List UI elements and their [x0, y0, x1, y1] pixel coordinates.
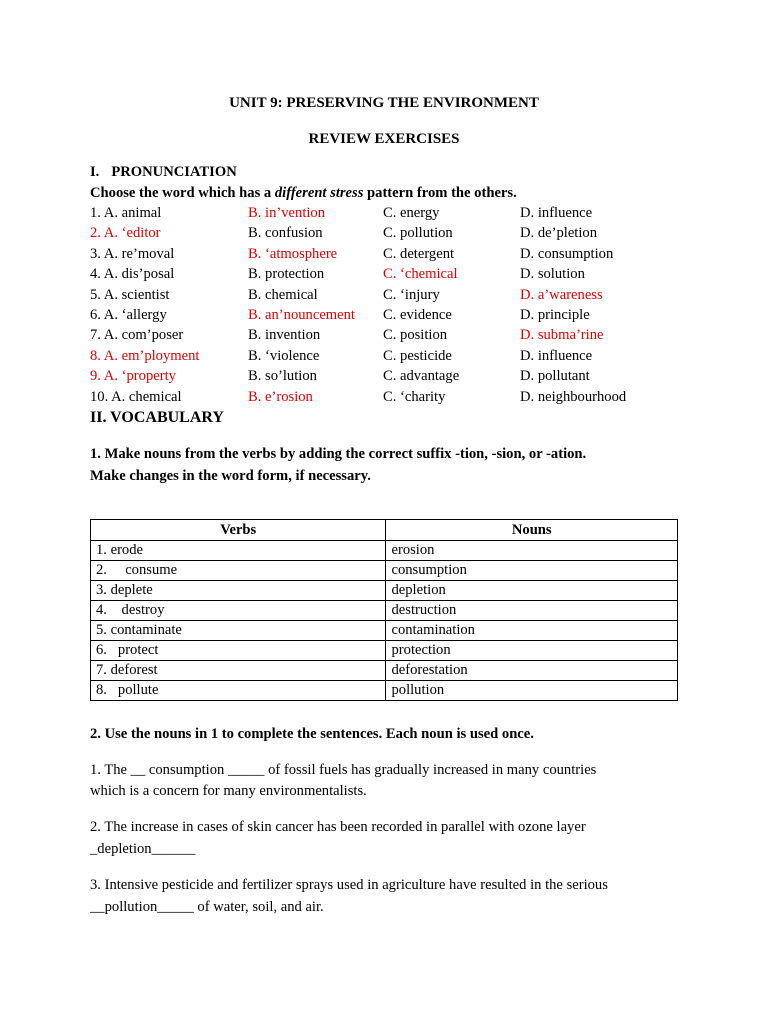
noun-cell: consumption	[386, 561, 678, 581]
table-row	[91, 621, 678, 641]
option: 6. A. ‘allergy	[90, 307, 167, 323]
nouns-header: Nouns	[386, 520, 678, 541]
option: 4. A. dis’posal	[90, 266, 175, 283]
sentence-3-line1: 3. Intensive pesticide and fertilizer sprays used in agriculture have resulted in the serious	[90, 877, 608, 893]
sentence-1	[90, 760, 680, 802]
option: 1. A. animal	[90, 205, 162, 221]
option: 10. A. chemical	[90, 388, 182, 405]
verb-cell: 1. erode	[91, 541, 386, 561]
pronunciation-instruction: Choose the word which has a different stress pattern from the others.	[90, 185, 517, 201]
option: B. so’lution	[248, 368, 317, 385]
option: C. energy	[383, 205, 440, 221]
review-subtitle: REVIEW EXERCISES	[308, 131, 460, 147]
noun-cell: protection	[386, 641, 678, 661]
option: 3. A. re’moval	[90, 245, 175, 262]
table-row	[91, 601, 678, 621]
table-row	[91, 661, 678, 681]
verb-cell: 3. deplete	[91, 581, 386, 601]
noun-cell: deforestation	[386, 661, 678, 681]
answer-option: 9. A. ‘property	[90, 368, 176, 385]
table-row	[91, 581, 678, 601]
noun-cell: pollution	[386, 681, 678, 701]
unit-title: UNIT 9: PRESERVING THE ENVIRONMENT	[229, 95, 539, 111]
option: B. invention	[248, 327, 321, 344]
option: C. advantage	[383, 368, 460, 385]
section-2-heading: II. VOCABULARY	[90, 409, 224, 426]
option: B. chemical	[248, 286, 318, 303]
option: C. evidence	[383, 307, 452, 323]
option: 7. A. com’poser	[90, 327, 184, 344]
sentence-1-line1: 1. The __ consumption _____ of fossil fuels has gradually increased in many countries	[90, 762, 597, 778]
option: B. protection	[248, 266, 325, 283]
verb-cell: 5. contaminate	[91, 621, 386, 641]
option: D. influence	[520, 347, 593, 364]
option: B. ‘violence	[248, 347, 320, 364]
sentence-3	[90, 875, 680, 918]
section-1-title: PRONUNCIATION	[111, 164, 237, 180]
sentence-2	[90, 817, 680, 860]
sentence-2-line1: 2. The increase in cases of skin cancer has been recorded in parallel with ozone layer	[90, 819, 586, 835]
answer-option: D. subma’rine	[520, 327, 604, 344]
noun-cell: erosion	[386, 541, 678, 561]
answer-option: 2. A. ‘editor	[90, 225, 161, 242]
answer-option: B. ‘atmosphere	[248, 245, 338, 262]
option: D. principle	[520, 307, 590, 323]
table-header-row	[91, 520, 678, 541]
exercise-1-instruction-line2: Make changes in the word form, if necessary.	[90, 468, 371, 484]
option: C. position	[383, 327, 448, 344]
answer-option: B. e’rosion	[248, 388, 313, 405]
option: D. pollutant	[520, 368, 590, 385]
answer-option: 8. A. em’ployment	[90, 347, 200, 364]
verbs-nouns-table	[90, 519, 678, 701]
option: C. ‘injury	[383, 286, 440, 303]
verb-cell: 4. destroy	[91, 601, 386, 621]
option: C. pesticide	[383, 347, 452, 364]
section-1-number: I.	[90, 164, 100, 180]
sentence-3-line2: __pollution_____ of water, soil, and air.	[90, 899, 324, 916]
answer-option: D. a’wareness	[520, 286, 603, 303]
option: C. detergent	[383, 245, 455, 262]
verb-cell: 8. pollute	[91, 681, 386, 701]
sentence-2-line2: _depletion______	[90, 841, 196, 858]
option: 5. A. scientist	[90, 286, 170, 303]
verbs-header: Verbs	[91, 520, 386, 541]
verb-cell: 2. consume	[91, 561, 386, 581]
answer-option: C. ‘chemical	[383, 266, 458, 283]
verb-cell: 7. deforest	[91, 661, 386, 681]
option: D. consumption	[520, 245, 614, 262]
option: C. pollution	[383, 225, 453, 242]
table-row	[91, 681, 678, 701]
answer-option: B. an’nouncement	[248, 307, 355, 323]
exercise-1-instruction-line1: 1. Make nouns from the verbs by adding the correct suffix -tion, -sion, or -ation.	[90, 446, 587, 462]
noun-cell: destruction	[386, 601, 678, 621]
sentence-1-line2: which is a concern for many environmentalists.	[90, 783, 367, 800]
table-row	[91, 561, 678, 581]
answer-option: B. in’vention	[248, 205, 326, 221]
exercise-2-instruction: 2. Use the nouns in 1 to complete the sentences. Each noun is used once.	[90, 726, 534, 742]
option: D. solution	[520, 266, 585, 283]
option: C. ‘charity	[383, 388, 446, 405]
table-row	[91, 641, 678, 661]
option: D. influence	[520, 205, 593, 221]
noun-cell: depletion	[386, 581, 678, 601]
noun-cell: contamination	[386, 621, 678, 641]
option: D. neighbourhood	[520, 388, 627, 405]
table-row	[91, 541, 678, 561]
section-1-heading	[90, 162, 237, 182]
option: B. confusion	[248, 225, 323, 242]
option: D. de’pletion	[520, 225, 598, 242]
verb-cell: 6. protect	[91, 641, 386, 661]
